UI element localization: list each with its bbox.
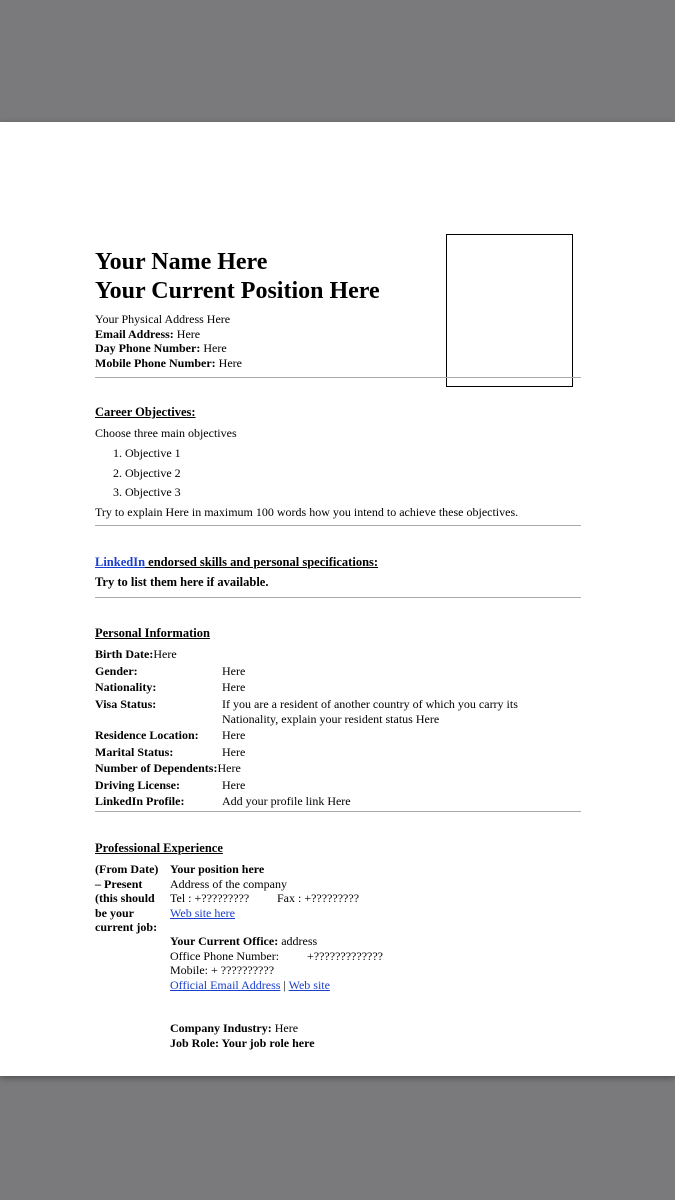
office-value: address xyxy=(278,934,318,948)
fax: Fax : +????????? xyxy=(277,891,360,905)
visa-status-label: Visa Status: xyxy=(95,697,157,711)
professional-experience-title: Professional Experience xyxy=(95,841,223,855)
nationality-value: Here xyxy=(222,680,246,694)
divider xyxy=(95,525,581,526)
current-position: Your Current Position Here xyxy=(95,278,380,304)
job-details xyxy=(170,862,570,920)
linkedin-link[interactable]: LinkedIn xyxy=(95,555,146,569)
career-intro: Choose three main objectives xyxy=(95,426,237,440)
gender-value: Here xyxy=(222,664,246,678)
job-position: Your position here xyxy=(170,862,265,876)
date-line: current job: xyxy=(95,920,158,934)
email-value: Here xyxy=(173,326,201,341)
divider xyxy=(95,811,581,812)
list-item: 2. Objective 2 xyxy=(113,465,181,480)
career-objectives-title: Career Objectives: xyxy=(95,405,196,419)
dependents-label xyxy=(95,761,241,776)
office-details xyxy=(170,934,570,992)
marital-status-value: Here xyxy=(222,745,246,759)
mobile-phone-value: Here xyxy=(215,355,242,370)
linkedin-profile-label: LinkedIn Profile: xyxy=(95,794,185,808)
visa-status-value: If you are a resident of another country of which you carry its Nationality, explain your resident status Here xyxy=(222,697,518,726)
contact-links xyxy=(170,978,570,993)
website-link[interactable]: Web site here xyxy=(170,905,236,920)
residence-location-value: Here xyxy=(222,728,246,742)
website-link-2[interactable]: Web site xyxy=(288,977,330,992)
office-label: Your Current Office: xyxy=(170,934,279,948)
email-line xyxy=(95,327,242,342)
date-line: (From Date) xyxy=(95,862,159,876)
tel-fax-line xyxy=(170,891,570,906)
link-separator: | xyxy=(280,977,289,992)
document-page xyxy=(0,122,675,1076)
divider xyxy=(95,597,581,598)
linkedin-profile-value: Add your profile link Here xyxy=(222,794,351,808)
mobile-phone-line xyxy=(95,356,242,371)
full-name: Your Name Here xyxy=(95,249,268,275)
linkedin-section-title xyxy=(95,555,378,570)
dependents-value: Here xyxy=(217,761,241,775)
office-phone-line xyxy=(170,949,570,964)
row-label: Birth Date: xyxy=(95,647,154,661)
day-phone-label: Day Phone Number: xyxy=(95,341,201,355)
contact-block xyxy=(95,312,242,370)
job-role-label: Job Role: xyxy=(170,1035,219,1050)
divider xyxy=(95,377,581,378)
gender-label: Gender: xyxy=(95,664,138,678)
nationality-label: Nationality: xyxy=(95,680,157,694)
job-role-line xyxy=(170,1036,570,1051)
date-line: – Present xyxy=(95,876,143,891)
list-item: 3. Objective 3 xyxy=(113,485,181,499)
birth-date-value: Here xyxy=(153,647,177,661)
email-label: Email Address: xyxy=(95,326,174,341)
office-phone-label: Office Phone Number: xyxy=(170,948,280,963)
birth-date-label xyxy=(95,647,177,662)
photo-placeholder xyxy=(446,234,573,387)
office-phone-value: +????????????? xyxy=(307,948,384,963)
day-phone-line xyxy=(95,341,242,356)
date-line: (this should xyxy=(95,891,155,905)
office-line xyxy=(170,934,570,949)
row-label: Number of Dependents: xyxy=(95,761,218,775)
objectives-list xyxy=(113,444,181,503)
personal-info-title: Personal Information xyxy=(95,626,210,640)
linkedin-title-rest: endorsed skills and personal specifications: xyxy=(145,555,379,569)
date-line: be your xyxy=(95,905,134,920)
tel: Tel : +????????? xyxy=(170,891,250,905)
industry-label: Company Industry: xyxy=(170,1021,272,1035)
mobile-phone-label: Mobile Phone Number: xyxy=(95,355,216,370)
driving-license-value: Here xyxy=(222,778,246,792)
linkedin-note: Try to list them here if available. xyxy=(95,575,269,589)
driving-license-label: Driving License: xyxy=(95,778,180,792)
company-details xyxy=(170,1021,570,1050)
mobile-line: Mobile: + ?????????? xyxy=(170,963,275,977)
company-address: Address of the company xyxy=(170,876,287,891)
list-item: 1. Objective 1 xyxy=(113,446,181,460)
day-phone-value: Here xyxy=(200,341,227,355)
residence-location-label: Residence Location: xyxy=(95,728,199,742)
marital-status-label: Marital Status: xyxy=(95,745,174,759)
physical-address: Your Physical Address Here xyxy=(95,312,231,326)
industry-value: Here xyxy=(271,1021,299,1035)
industry-line xyxy=(170,1021,570,1036)
employment-date-range xyxy=(95,862,167,935)
official-email-link[interactable]: Official Email Address xyxy=(170,977,281,992)
name-heading xyxy=(95,248,380,306)
job-role-value: Your job role here xyxy=(219,1035,315,1050)
career-explain: Try to explain Here in maximum 100 words how you intend to achieve these objectives. xyxy=(95,505,519,519)
